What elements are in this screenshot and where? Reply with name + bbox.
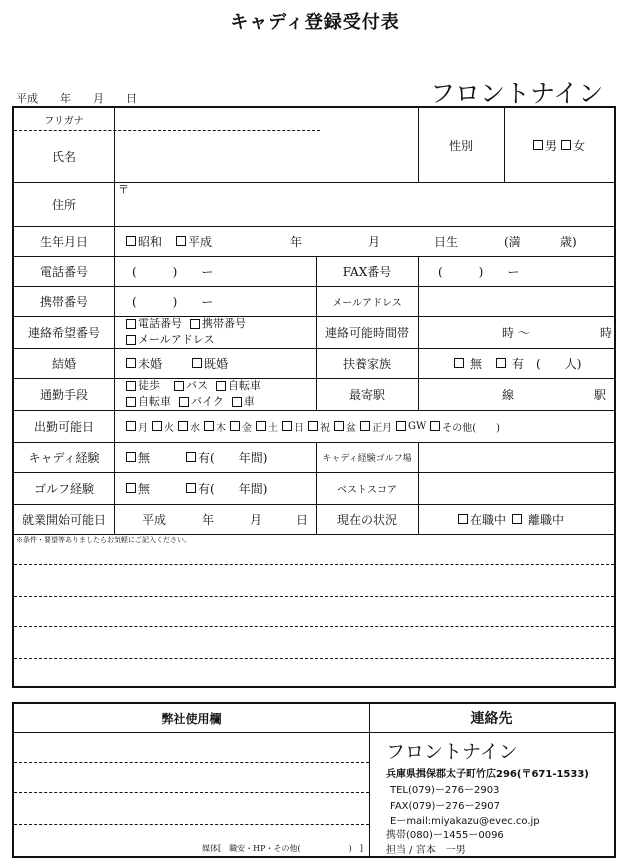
caddie-none-label: 無 (138, 450, 151, 465)
walk-label: 徒歩 (138, 379, 160, 392)
employed-label: 在職中 (470, 512, 507, 527)
email-field[interactable] (422, 288, 612, 314)
contact-email[interactable]: Eーmail:miyakazu@evec.co.jp (390, 816, 540, 827)
day-label: 土 (268, 422, 278, 434)
dep-yes-label: 有 (512, 356, 525, 371)
company-logo-text: フロントナイン (430, 79, 604, 108)
address-label: 住所 (51, 197, 76, 212)
bicycle2-label: 自転車 (138, 395, 171, 408)
media-source: 媒体[ 職安・HP・その他( ) ] (202, 843, 363, 853)
notes-field[interactable] (14, 546, 614, 686)
golf-yes-label: 有( 年間) (198, 481, 268, 496)
bicycle2-checkbox[interactable] (126, 397, 136, 407)
heisei-checkbox[interactable] (176, 236, 186, 246)
postal-mark: 〒 (118, 183, 129, 196)
day-checkbox[interactable] (256, 421, 266, 431)
contact-pref-label: 連絡希望番号 (27, 325, 100, 340)
day-checkbox[interactable] (308, 421, 318, 431)
name-label: 氏名 (51, 149, 76, 164)
day-checkbox[interactable] (396, 421, 406, 431)
commute-label: 通勤手段 (39, 387, 88, 402)
single-checkbox[interactable] (126, 358, 136, 368)
pref-mobile-checkbox[interactable] (190, 319, 200, 329)
birth-day-label: 日生 (434, 234, 459, 249)
start-day-label: 日 (296, 512, 309, 527)
mobile-field[interactable]: ( ) ー (132, 294, 214, 309)
dependents-label: 扶養家族 (342, 356, 391, 371)
contact-pref-options (126, 317, 254, 349)
day-checkbox[interactable] (360, 421, 370, 431)
caddie-yes-label: 有( 年間) (198, 450, 268, 465)
day-checkbox[interactable] (152, 421, 162, 431)
office-use-field[interactable] (14, 734, 369, 850)
birth-year-label: 年 (290, 234, 303, 249)
commute-options (126, 379, 269, 411)
golf-exp-options (126, 472, 267, 504)
day-label: その他( ) (442, 422, 501, 434)
bicycle-checkbox[interactable] (216, 381, 226, 391)
day-checkbox[interactable] (334, 421, 344, 431)
dependents-options (454, 348, 581, 378)
day-checkbox[interactable] (230, 421, 240, 431)
pref-email-checkbox[interactable] (126, 335, 136, 345)
bus-label: バス (186, 379, 208, 392)
avail-days-label: 出勤可能日 (33, 419, 94, 434)
marriage-label: 結婚 (51, 356, 76, 371)
page-title: キャディ登録受付表 (230, 12, 400, 33)
office-use-title: 弊社使用欄 (161, 711, 222, 726)
caddie-golf-field[interactable] (422, 444, 612, 470)
furigana-field[interactable] (118, 110, 414, 128)
line-label: 線 (502, 387, 515, 402)
current-status-options (458, 504, 564, 534)
contact-person: 担当 / 宮本 一男 (386, 845, 466, 856)
address-field[interactable] (118, 198, 608, 224)
mobile-label: 携帯番号 (39, 294, 88, 309)
marriage-options (126, 348, 228, 378)
day-label: 火 (164, 422, 174, 434)
best-score-field[interactable] (422, 474, 612, 502)
day-label: GW (408, 420, 427, 432)
dep-yes-checkbox[interactable] (496, 358, 506, 368)
caddie-yes-checkbox[interactable] (186, 452, 196, 462)
best-score-label: ベストスコア (337, 484, 397, 496)
registration-form (12, 106, 616, 688)
day-label: 盆 (346, 422, 356, 434)
caddie-exp-label: キャディ経験 (28, 450, 100, 465)
contact-fax: FAX(079)ー276ー2907 (390, 801, 500, 812)
fax-label: FAX番号 (342, 264, 392, 279)
golf-yes-checkbox[interactable] (186, 483, 196, 493)
birth-era-options (126, 226, 212, 256)
phone-label: 電話番号 (39, 264, 88, 279)
day-label: 金 (242, 422, 252, 434)
birth-label: 生年月日 (39, 234, 88, 249)
day-checkbox[interactable] (204, 421, 214, 431)
married-checkbox[interactable] (192, 358, 202, 368)
day-label: 水 (190, 422, 200, 434)
bicycle-label: 自転車 (228, 379, 261, 392)
bike-checkbox[interactable] (179, 397, 189, 407)
day-label: 日 (294, 422, 304, 434)
gender-male-checkbox[interactable] (533, 140, 543, 150)
application-date[interactable]: 平成 年 月 日 (16, 92, 137, 105)
office-contact-section (12, 702, 616, 858)
start-heisei-label: 平成 (142, 512, 167, 527)
golf-exp-label: ゴルフ経験 (33, 481, 94, 496)
gender-female-label: 女 (573, 138, 586, 153)
pref-phone-label: 電話番号 (138, 317, 182, 330)
showa-label: 昭和 (138, 234, 163, 249)
gender-options (504, 108, 614, 182)
single-label: 未婚 (138, 356, 163, 371)
leaving-label: 離職中 (528, 512, 565, 527)
start-date-label: 就業開始可能日 (21, 512, 106, 527)
married-label: 既婚 (204, 356, 229, 371)
name-field[interactable] (118, 134, 414, 178)
start-year-label: 年 (202, 512, 215, 527)
caddie-golf-label: キャディ経験ゴルフ場 (322, 453, 412, 464)
station-suffix-label: 駅 (594, 387, 607, 402)
gender-male-label: 男 (544, 138, 557, 153)
contact-title: 連絡先 (470, 711, 513, 727)
golf-none-label: 無 (138, 481, 151, 496)
day-label: 月 (138, 422, 148, 434)
notes-instruction: ※条件・要望等ありましたらお気軽にご記入ください。 (16, 536, 191, 544)
pref-mobile-label: 携帯番号 (202, 317, 246, 330)
contact-time-label: 連絡可能時間帯 (324, 325, 409, 340)
contact-tel: TEL(079)ー276ー2903 (390, 785, 500, 796)
gender-label: 性別 (448, 138, 473, 153)
phone-field[interactable]: ( ) ー (132, 264, 214, 279)
avail-days-options (126, 410, 500, 442)
start-month-label: 月 (250, 512, 263, 527)
day-checkbox[interactable] (430, 421, 440, 431)
leaving-checkbox[interactable] (512, 514, 522, 524)
dep-none-label: 無 (470, 356, 483, 371)
time-to-label: 時 (600, 325, 613, 340)
contact-company: フロントナイン (386, 740, 518, 763)
gender-female-checkbox[interactable] (561, 140, 571, 150)
walk-checkbox[interactable] (126, 381, 136, 391)
contact-mobile: 携帯(080)ー1455ー0096 (386, 830, 504, 841)
dep-people-label: ( 人) (536, 356, 582, 371)
day-label: 祝 (320, 422, 330, 434)
day-label: 木 (216, 422, 226, 434)
employed-checkbox[interactable] (458, 514, 468, 524)
showa-checkbox[interactable] (126, 236, 136, 246)
caddie-none-checkbox[interactable] (126, 452, 136, 462)
age-close-label: 歳) (560, 234, 577, 249)
heisei-label: 平成 (188, 234, 213, 249)
day-label: 正月 (372, 422, 392, 434)
car-label: 車 (243, 395, 255, 408)
station-label: 最寄駅 (348, 387, 385, 402)
pref-phone-checkbox[interactable] (126, 319, 136, 329)
birth-month-label: 月 (368, 234, 381, 249)
day-checkbox[interactable] (178, 421, 188, 431)
age-open-label: (満 (504, 234, 521, 249)
time-from-label: 時 ～ (502, 325, 530, 340)
current-status-label: 現在の状況 (336, 512, 397, 527)
bus-checkbox[interactable] (174, 381, 184, 391)
car-checkbox[interactable] (232, 397, 242, 407)
furigana-label: フリガナ (44, 115, 84, 127)
golf-none-checkbox[interactable] (126, 483, 136, 493)
contact-address: 兵庫県揖保郡太子町竹広296(〒671-1533) (386, 768, 589, 780)
day-checkbox[interactable] (282, 421, 292, 431)
bike-label: バイク (191, 395, 224, 408)
day-checkbox[interactable] (126, 421, 136, 431)
caddie-exp-options (126, 442, 267, 472)
dep-none-checkbox[interactable] (454, 358, 464, 368)
pref-email-label: メールアドレス (138, 333, 215, 346)
fax-field[interactable]: ( ) ー (438, 264, 520, 279)
email-label: メールアドレス (332, 297, 402, 309)
